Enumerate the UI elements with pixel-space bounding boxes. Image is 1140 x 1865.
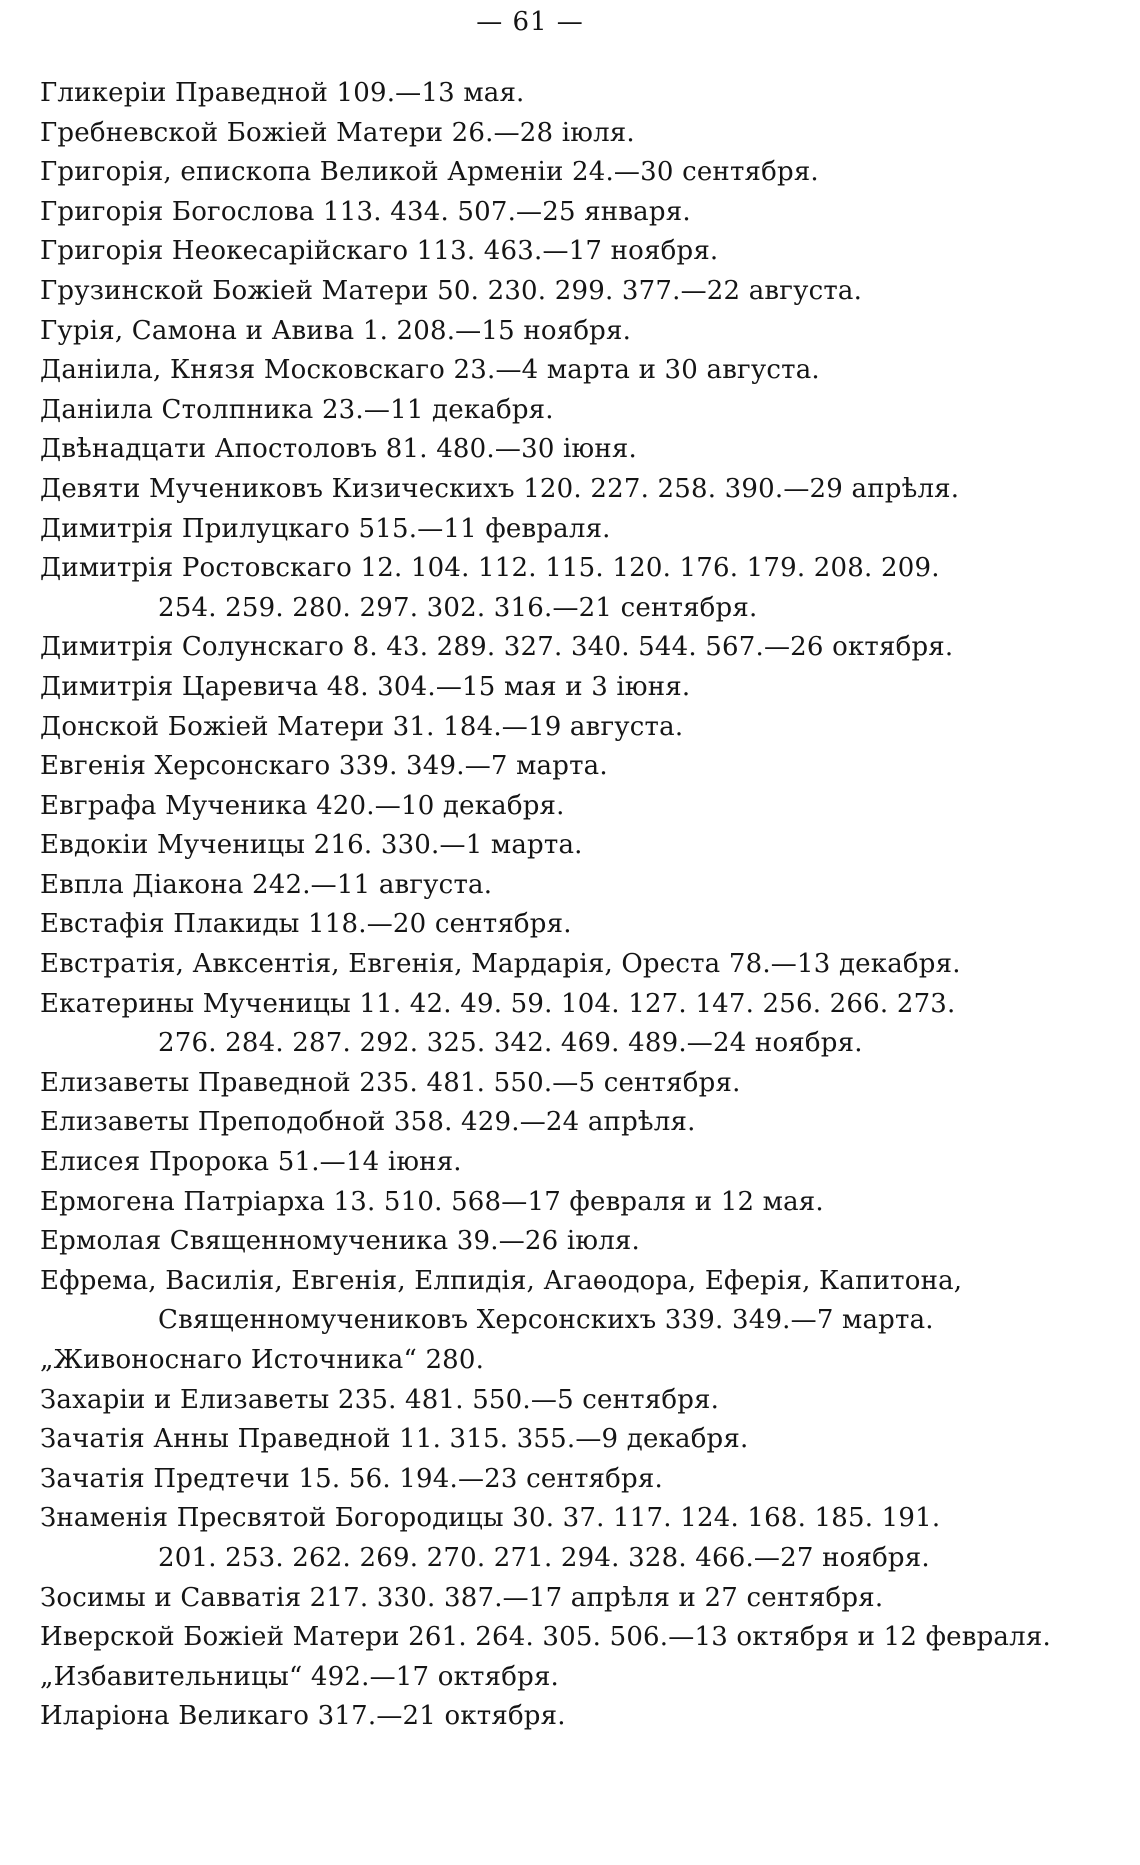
index-entry <box>40 1222 1080 1262</box>
index-entry <box>40 747 1080 787</box>
entry-line: Евстафія Плакиды 118.—20 сентября. <box>40 909 572 940</box>
entry-line: Даніила Столпника 23.—11 декабря. <box>40 394 554 425</box>
entry-line: Донской Божіей Матери 31. 184.—19 августа. <box>40 711 684 742</box>
index-entry <box>40 391 1080 431</box>
entry-line: Евдокіи Мученицы 216. 330.—1 марта. <box>40 830 583 861</box>
index-entry <box>40 1460 1080 1500</box>
page-number: — 61 — <box>476 7 584 37</box>
entry-line: Евстратія, Авксентія, Евгенія, Мардарія, Ореста 78.—13 декабря. <box>40 949 961 980</box>
index-entry <box>40 1143 1080 1183</box>
entry-line: Грузинской Божіей Матери 50. 230. 299. 377.—22 августа. <box>40 275 863 306</box>
index-entry <box>40 1262 1080 1341</box>
index-entry <box>40 787 1080 827</box>
index-entry <box>40 430 1080 470</box>
entry-line: Евграфа Мученика 420.—10 декабря. <box>40 790 565 821</box>
entry-line: Гребневской Божіей Матери 26.—28 іюля. <box>40 117 635 148</box>
index-entry <box>40 74 1080 114</box>
entry-line: Гликеріи Праведной 109.—13 мая. <box>40 78 525 108</box>
entry-line: Елизаветы Преподобной 358. 429.—24 апрѣля. <box>40 1107 696 1138</box>
entry-line: Димитрія Ростовскаго 12. 104. 112. 115. 120. 176. 179. 208. 209. <box>40 553 940 584</box>
entry-continuation-line: Священномучениковъ Херсонскихъ 339. 349.—7 марта. <box>158 1305 934 1336</box>
index-entry <box>40 193 1080 233</box>
index-entry <box>40 272 1080 312</box>
entry-line: Димитрія Солунскаго 8. 43. 289. 327. 340. 544. 567.—26 октября. <box>40 632 954 663</box>
index-entry <box>40 1381 1080 1421</box>
index-entry <box>40 866 1080 906</box>
entry-continuation-line: 254. 259. 280. 297. 302. 316.—21 сентября. <box>158 592 758 623</box>
entry-line: „Избавительницы“ 492.—17 октября. <box>40 1661 560 1692</box>
entry-line: Даніила, Князя Московскаго 23.—4 марта и 30 августа. <box>40 355 820 386</box>
index-entry <box>40 510 1080 550</box>
entry-line: Григорія, епископа Великой Арменіи 24.—30 сентября. <box>40 157 819 188</box>
index-entry <box>40 826 1080 866</box>
index-entry <box>40 628 1080 668</box>
entry-line: „Живоноснаго Источника“ 280. <box>40 1345 485 1375</box>
entry-line: Григорія Богослова 113. 434. 507.—25 января. <box>40 196 691 227</box>
entry-line: Зачатія Анны Праведной 11. 315. 355.—9 декабря. <box>40 1424 749 1455</box>
entry-line: Ефрема, Василія, Евгенія, Елпидія, Агаѳодора, Еферія, Капитона, <box>40 1265 963 1296</box>
entry-line: Знаменія Пресвятой Богородицы 30. 37. 117. 124. 168. 185. 191. <box>40 1503 941 1534</box>
index-entries <box>40 74 1080 1737</box>
index-entry <box>40 1420 1080 1460</box>
index-entry <box>40 549 1080 628</box>
entry-line: Двѣнадцати Апостоловъ 81. 480.—30 іюня. <box>40 434 637 465</box>
entry-line: Гурія, Самона и Авива 1. 208.—15 ноября. <box>40 315 632 346</box>
entry-line: Зачатія Предтечи 15. 56. 194.—23 сентября. <box>40 1463 663 1494</box>
index-entry <box>40 470 1080 510</box>
index-entry <box>40 1183 1080 1223</box>
entry-line: Григорія Неокесарійскаго 113. 463.—17 ноября. <box>40 236 719 267</box>
index-entry <box>40 1341 1080 1381</box>
entry-line: Иларіона Великаго 317.—21 октября. <box>40 1701 566 1732</box>
index-entry <box>40 668 1080 708</box>
entry-line: Евпла Діакона 242.—11 августа. <box>40 869 493 900</box>
entry-line: Ермогена Патріарха 13. 510. 568—17 февраля и 12 мая. <box>40 1186 824 1217</box>
entry-line: Димитрія Прилуцкаго 515.—11 февраля. <box>40 513 611 544</box>
index-entry <box>40 985 1080 1064</box>
index-entry <box>40 1618 1080 1658</box>
entry-continuation-line: 276. 284. 287. 292. 325. 342. 469. 489.—24 ноября. <box>158 1028 863 1059</box>
entry-line: Иверской Божіей Матери 261. 264. 305. 506.—13 октября и 12 февраля. <box>40 1622 1051 1653</box>
entry-line: Димитрія Царевича 48. 304.—15 мая и 3 іюня. <box>40 671 691 702</box>
entry-line: Елизаветы Праведной 235. 481. 550.—5 сентября. <box>40 1067 741 1098</box>
index-entry <box>40 153 1080 193</box>
index-entry <box>40 708 1080 748</box>
entry-line: Евгенія Херсонскаго 339. 349.—7 марта. <box>40 751 608 782</box>
entry-line: Девяти Мучениковъ Кизическихъ 120. 227. 258. 390.—29 апрѣля. <box>40 473 960 504</box>
entry-line: Ермолая Священномученика 39.—26 іюля. <box>40 1226 640 1257</box>
index-entry <box>40 1103 1080 1143</box>
index-entry <box>40 945 1080 985</box>
index-entry <box>40 1499 1080 1578</box>
index-entry <box>40 1658 1080 1698</box>
entry-line: Зосимы и Савватія 217. 330. 387.—17 апрѣля и 27 сентября. <box>40 1582 884 1613</box>
index-entry <box>40 1064 1080 1104</box>
entry-line: Елисея Пророка 51.—14 іюня. <box>40 1147 462 1178</box>
index-entry <box>40 114 1080 154</box>
index-entry <box>40 1697 1080 1737</box>
index-entry <box>40 312 1080 352</box>
index-entry <box>40 232 1080 272</box>
entry-line: Екатерины Мученицы 11. 42. 49. 59. 104. 127. 147. 256. 266. 273. <box>40 988 956 1019</box>
index-entry <box>40 351 1080 391</box>
entry-line: Захаріи и Елизаветы 235. 481. 550.—5 сентября. <box>40 1384 720 1415</box>
entry-continuation-line: 201. 253. 262. 269. 270. 271. 294. 328. 466.—27 ноября. <box>158 1542 930 1573</box>
index-entry <box>40 905 1080 945</box>
index-entry <box>40 1579 1080 1619</box>
